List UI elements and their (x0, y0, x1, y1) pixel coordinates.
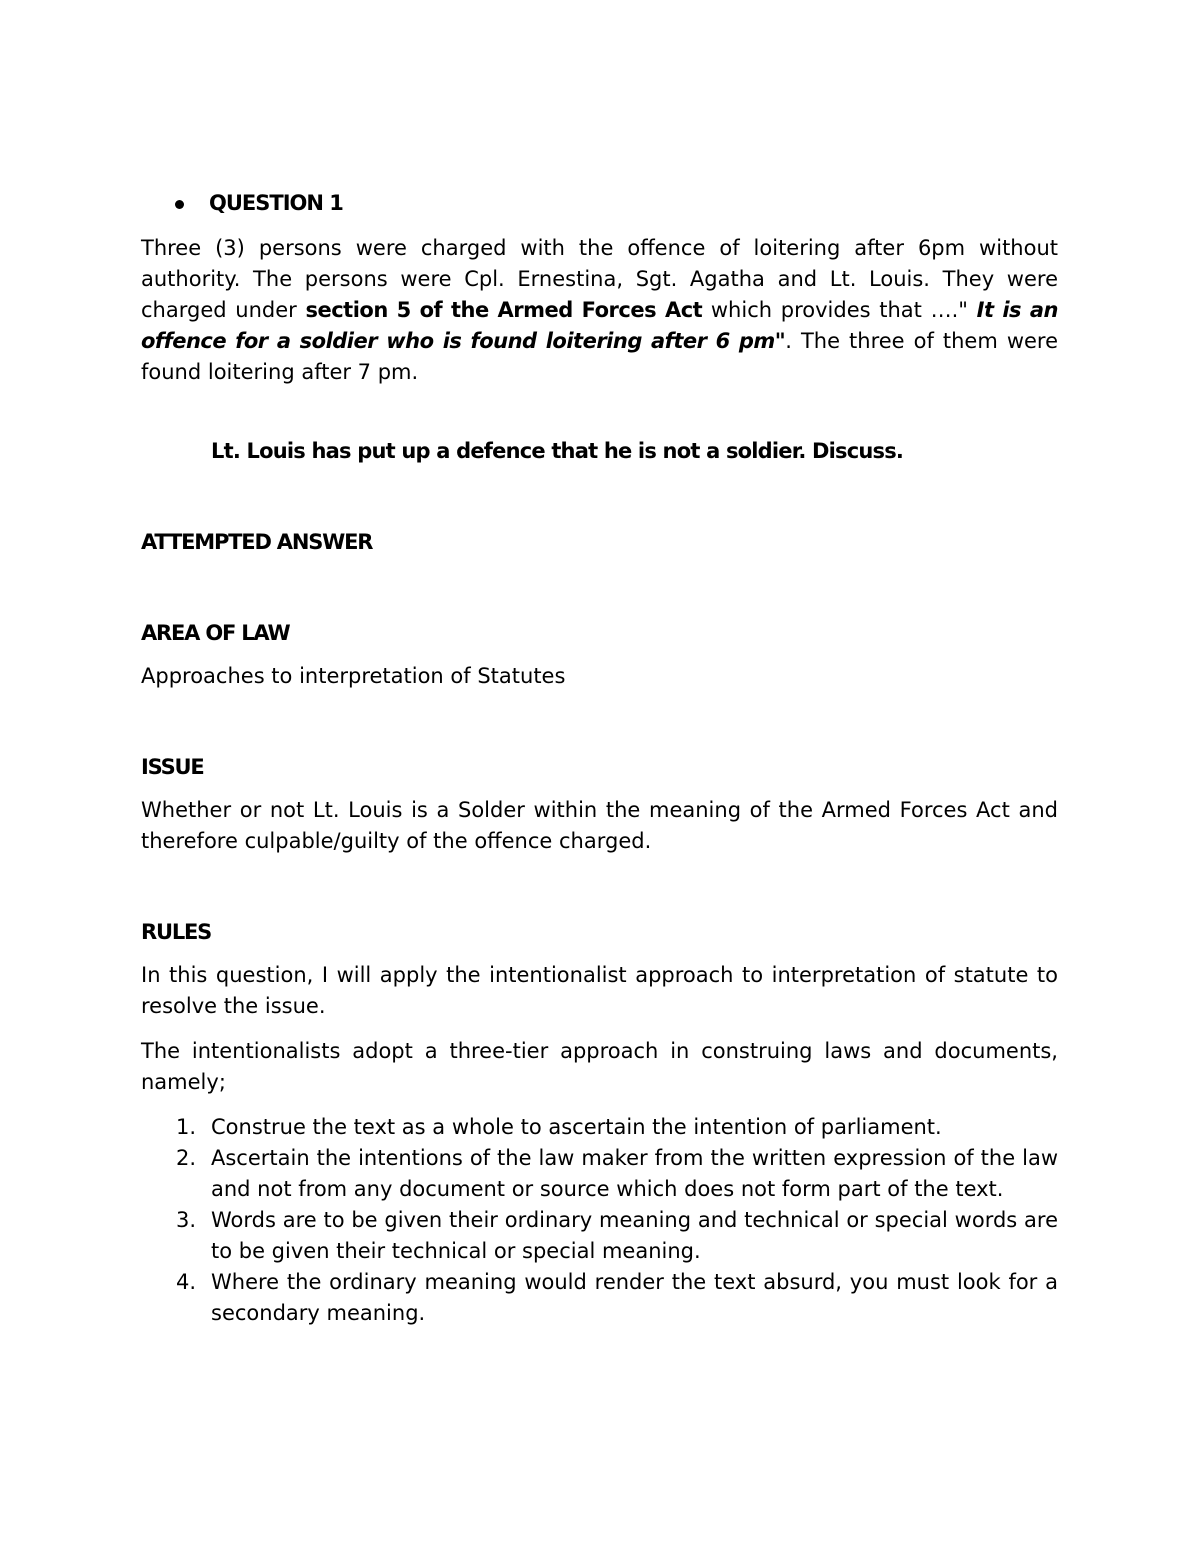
rules-list (141, 1112, 1058, 1329)
question-paragraph (141, 233, 1058, 388)
question-text-part1: Three (3) persons were charged with the offence of loitering after 6pm without authority. The persons were Cpl. Ernestina, Sgt. Agatha and Lt. Louis. They were charged under (141, 236, 1058, 322)
list-item-number: 3. (176, 1208, 197, 1232)
question-heading-text: QUESTION 1 (209, 191, 343, 215)
list-item-text: Construe the text as a whole to ascertain the intention of parliament. (211, 1115, 942, 1139)
area-of-law-text: Approaches to interpretation of Statutes (141, 664, 566, 688)
area-of-law-heading: AREA OF LAW (141, 621, 290, 645)
section-reference: section 5 of the Armed Forces Act (305, 298, 703, 322)
list-item-number: 1. (176, 1115, 197, 1139)
list-item-text: Where the ordinary meaning would render the text absurd, you must look for a secondary meaning. (211, 1270, 1058, 1325)
statute-quote: It is an offence for a soldier who is found loitering after 6 pm" (141, 298, 1058, 353)
list-item (141, 1112, 1058, 1143)
issue-text: Whether or not Lt. Louis is a Solder within the meaning of the Armed Forces Act and therefore culpable/guilty of the offence charged. (141, 798, 1058, 853)
list-item (141, 1267, 1058, 1329)
question-heading (141, 188, 1058, 219)
rules-heading: RULES (141, 920, 212, 944)
rules-paragraph-2: The intentionalists adopt a three-tier approach in construing laws and documents, namely; (141, 1039, 1058, 1094)
list-item (141, 1143, 1058, 1205)
bullet-icon (175, 200, 184, 209)
discuss-prompt: Lt. Louis has put up a defence that he is not a soldier. Discuss. (211, 439, 904, 463)
list-item-number: 4. (176, 1270, 197, 1294)
list-item-number: 2. (176, 1146, 197, 1170)
list-item-text: Ascertain the intentions of the law maker from the written expression of the law and not from any document or source which does not form part of the text. (211, 1146, 1058, 1201)
issue-heading: ISSUE (141, 755, 204, 779)
document-page (141, 188, 1058, 1329)
rules-paragraph-1: In this question, I will apply the intentionalist approach to interpretation of statute to resolve the issue. (141, 963, 1058, 1018)
list-item (141, 1205, 1058, 1267)
list-item-text: Words are to be given their ordinary meaning and technical or special words are to be given their technical or special meaning. (211, 1208, 1058, 1263)
attempted-answer-heading: ATTEMPTED ANSWER (141, 530, 373, 554)
question-text-part3: . The three of them were found loitering after 7 pm. (141, 329, 1059, 384)
question-text-part2: which provides that …." (702, 298, 977, 322)
